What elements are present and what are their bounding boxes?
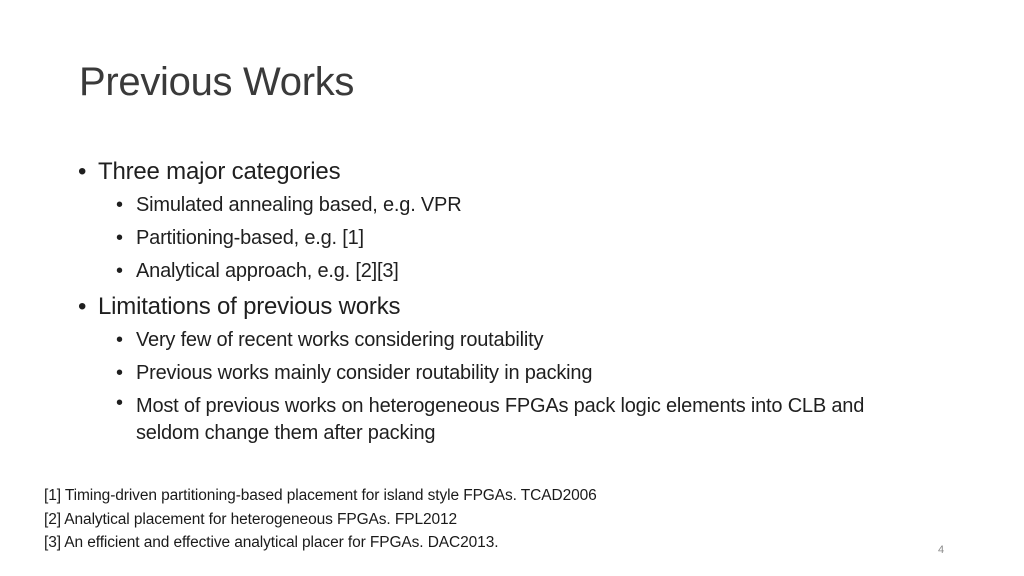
sub-bullet-partitioning: • Partitioning-based, e.g. [1] xyxy=(78,222,938,255)
bullet-list xyxy=(78,156,938,450)
page-number: 4 xyxy=(938,544,945,556)
sub-bullet-few-works-routability: • Very few of recent works considering routability xyxy=(78,324,938,357)
sub-bullet-simulated-annealing: • Simulated annealing based, e.g. VPR xyxy=(78,189,938,222)
slide-title: Previous Works xyxy=(79,60,355,104)
bullet-categories: • Three major categories xyxy=(78,156,938,188)
reference-3: [3] An efficient and effective analytical placer for FPGAs. DAC2013. xyxy=(44,534,499,551)
sub-bullet-analytical: • Analytical approach, e.g. [2][3] xyxy=(78,255,938,288)
reference-2: [2] Analytical placement for heterogeneous FPGAs. FPL2012 xyxy=(44,510,458,528)
bullet-limitations: • Limitations of previous works xyxy=(78,291,938,323)
reference-1: [1] Timing-driven partitioning-based placement for island style FPGAs. TCAD2006 xyxy=(44,487,597,504)
sub-bullet-list-categories xyxy=(78,189,938,288)
sub-bullet-routability-packing: • Previous works mainly consider routability in packing xyxy=(78,357,938,390)
sub-bullet-list-limitations xyxy=(78,324,938,447)
sub-bullet-heterogeneous-fpgas: • Most of previous works on heterogeneous FPGAs pack logic elements into CLB and seldom change them after packing xyxy=(78,390,926,447)
references xyxy=(44,484,597,555)
